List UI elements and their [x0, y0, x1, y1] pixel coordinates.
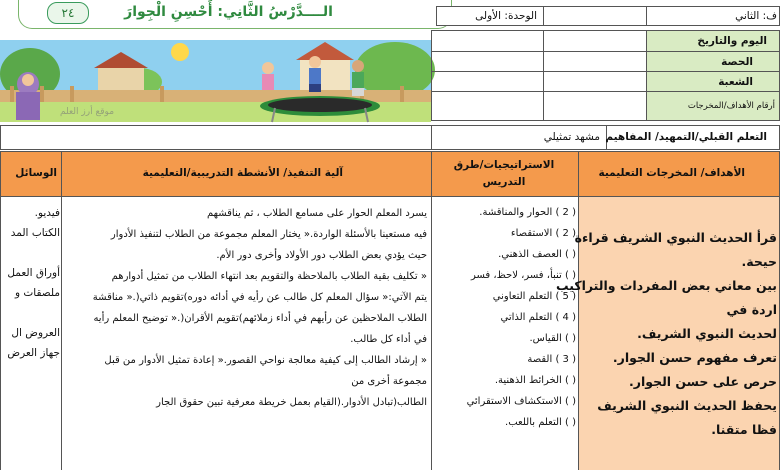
col-header-strategies [431, 151, 579, 197]
activity-line: « إرشاد الطالب إلى كيفية معالجة نواحي القصور.« إعادة تمثيل الأدوار من قبل [104, 355, 427, 366]
resource-item: أوراق العمل [7, 267, 60, 279]
resource-item: فيديو. [34, 207, 60, 219]
resource-item: العروض ال [11, 327, 60, 339]
col-header-activities-label: آلية التنفيذ/ الأنشطة التدريبية/التعليمية [142, 167, 343, 179]
prior-learning-blank [0, 125, 432, 150]
prior-learning-value-cell [431, 125, 607, 150]
info-blank-1 [431, 30, 544, 52]
strategy-item: ( 5 ) التعلم التعاوني [492, 291, 576, 302]
info-row-outcomes-label: أرقام الأهداف/المخرجات [687, 101, 775, 111]
activity-line: مجموعة أخرى من [351, 376, 427, 387]
info-row-section [646, 71, 780, 92]
lesson-title: الــــدَّرْسُ الثَّانِي: أَحْسِنِ الْجِوارَ [124, 4, 333, 20]
info-row-outcomes [646, 91, 780, 121]
prior-learning-value: مشهد تمثيلي [543, 131, 600, 143]
info-row-section-label: الشعبة [718, 76, 753, 88]
strategy-item: ( ) الخرائط الذهنية. [494, 375, 576, 386]
activity-line: الطالب(تبادل الأدوار.(القيام بعمل خريطة معرفية تبين حقوق الجار [156, 397, 427, 408]
col-header-objectives-label: الأهداف/ المخرجات التعليمية [598, 167, 745, 179]
prior-learning-label: التعلم القبلي/التمهيد/ المفاهيم [605, 131, 767, 143]
info-blank-3 [431, 51, 544, 72]
resource-item [0, 303, 60, 323]
info-row-date [646, 30, 780, 52]
resource-item [0, 243, 60, 263]
strategy-item: ( ) تنبأ، فسر، لاحظ، فسر [470, 270, 576, 281]
illustration-svg [0, 40, 431, 122]
activity-line: يسرد المعلم الحوار على مسامع الطلاب ، ثم يناقشهم [206, 208, 427, 219]
lesson-number: ٢٤ [61, 6, 75, 20]
strategy-item: ( ) العصف الذهني. [498, 249, 576, 260]
unit-cell [436, 6, 544, 26]
info-row-period [646, 51, 780, 72]
lesson-title-banner [18, 0, 452, 29]
info-blank-2 [543, 30, 647, 52]
objective-line: تعرف مفهوم حسن الجوار. [612, 350, 777, 365]
activity-line: « تكليف بقية الطلاب بالملاحظة والتقويم بعد انتهاء الطلاب من تمثيل أدوارهم [111, 271, 427, 282]
resource-item: جهاز العرض [7, 347, 60, 359]
grade-cell [646, 6, 780, 26]
col-header-objectives [578, 151, 780, 197]
col-header-activities [61, 151, 432, 197]
objective-line: اردة في [726, 302, 777, 317]
activity-line: فيه مستعينا بالأسئلة الواردة.« يختار المعلم مجموعة من الطلاب لتنفيذ الأدوار [110, 229, 427, 240]
objective-line: فظا متقنا. [711, 422, 777, 437]
objective-line: قرأ الحديث النبوي الشريف قراءة [574, 230, 777, 245]
resources-list [0, 203, 60, 363]
col-header-resources-label: الوسائل [15, 167, 57, 179]
objective-line: بين معاني بعض المفردات والتراكيب [556, 278, 777, 293]
strategy-item: ( 2 ) الحوار والمناقشة. [479, 207, 576, 218]
activity-line: في أداء كل طالب. [350, 334, 427, 345]
objective-line: يحفظ الحديث النبوي الشريف [597, 398, 777, 413]
unit-label: الوحدة: الأولى [475, 10, 537, 22]
objectives-list [556, 226, 777, 442]
lesson-number-badge [47, 2, 89, 24]
strategy-item: ( ) التعلم باللعب. [505, 417, 576, 428]
strategy-item: ( ) الاستكشاف الاستقرائي [466, 396, 576, 407]
strategy-item: ( 3 ) القصة [527, 354, 576, 365]
objective-line: حيحة. [741, 254, 777, 269]
strategy-item: ( 4 ) التعلم الذاتي [500, 312, 576, 323]
info-blank-6 [543, 71, 647, 92]
objective-line: حرص على حسن الجوار. [629, 374, 777, 389]
resource-item: ملصقات و [14, 287, 60, 299]
strategy-item: ( ) القياس. [529, 333, 576, 344]
resource-item: الكتاب المد [10, 227, 60, 239]
info-blank-8 [543, 91, 647, 121]
grade-label: ف: الثاني [735, 10, 777, 22]
info-blank-7 [431, 91, 544, 121]
lesson-illustration [0, 40, 431, 122]
activity-line: حيث يؤدي بعض الطلاب دور الأولاد وأخرى دور الأم. [216, 250, 427, 261]
col-header-strategies-label: الاستراتيجيات/طرق التدريس [453, 159, 555, 188]
activities-list [64, 203, 427, 413]
prior-learning-label-cell [606, 125, 780, 150]
unit-blank-cell [543, 6, 647, 26]
info-row-period-label: الحصة [721, 56, 753, 68]
objective-line: لحديث النبوي الشريف. [637, 326, 777, 341]
activity-line: يتم الآتي:« سؤال المعلم كل طالب عن رأيه في أدائه دوره)تقويم ذاتي(.« مناقشة [92, 292, 427, 303]
col-header-resources [0, 151, 62, 197]
illustration-watermark: موقع أرز العلم [60, 107, 115, 117]
info-blank-5 [431, 71, 544, 92]
strategies-list [434, 202, 576, 433]
activity-line: الطلاب الملاحظين عن رأيهم في أداء زملائهم)تقويم الأقران(.« توضيح المعلم رأيه [93, 313, 427, 324]
strategy-item: ( 2 ) الاستقصاء [510, 228, 576, 239]
info-blank-4 [543, 51, 647, 72]
info-row-date-label: اليوم والتاريخ [697, 35, 767, 47]
